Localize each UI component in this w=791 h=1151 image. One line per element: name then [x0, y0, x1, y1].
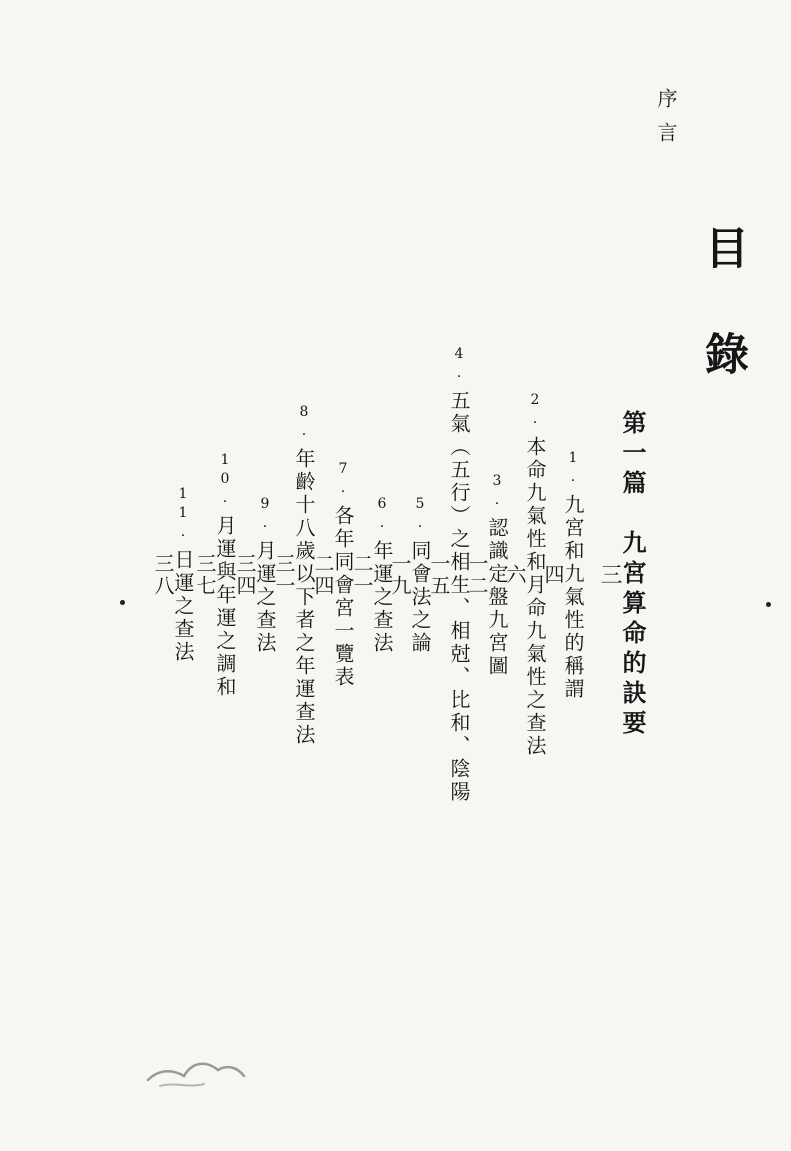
- entry-title: 五氣（五行）之相生、相尅、比和、陰陽: [447, 390, 471, 804]
- entry-label: [487, 473, 507, 678]
- entry-page-number: 一九: [388, 553, 412, 597]
- entry-number: 7.: [335, 461, 351, 499]
- entry-page-number: 一二: [465, 553, 489, 597]
- entry-number: 3.: [489, 472, 505, 511]
- entry-label: [563, 450, 583, 701]
- entry-number: 6.: [374, 495, 390, 534]
- entry-page-number: 三八: [151, 553, 175, 597]
- entry-label: [333, 461, 353, 689]
- entry-title: 年運之查法: [370, 539, 394, 655]
- entry-title: 九宮和九氣性的稱謂: [561, 493, 585, 701]
- ink-smudge: [140, 1040, 250, 1100]
- toc-entry: [390, 90, 430, 1060]
- toc-entry: [235, 90, 275, 1060]
- entry-title: 年齡十八歲以下者之年運查法: [292, 447, 316, 747]
- entry-page-number: 一五: [427, 553, 451, 597]
- toc-entry: [153, 90, 193, 1060]
- toc-entry: [352, 90, 392, 1060]
- chapter-page-number: 三: [597, 563, 622, 587]
- entry-label: [372, 496, 392, 655]
- chapter-title: 第一篇 九宮算命的訣要: [618, 410, 647, 740]
- entry-number: 11.: [175, 486, 191, 543]
- entry-page-number: 六: [503, 564, 527, 586]
- entry-title: 月運與年運之調和: [213, 514, 237, 699]
- page-title: 目錄: [697, 225, 748, 437]
- entry-number: 5.: [412, 495, 428, 534]
- entry-page-number: 三四: [233, 553, 257, 597]
- entry-page-number: 二四: [311, 553, 335, 597]
- entry-title: 本命九氣性和月命九氣性之查法: [523, 436, 547, 758]
- entry-label: [255, 496, 275, 655]
- entry-label: [410, 496, 430, 655]
- toc-entry: [467, 90, 507, 1060]
- entry-label: [215, 452, 235, 699]
- ink-speck: [120, 600, 125, 605]
- entry-number: 4.: [451, 346, 467, 384]
- toc-entry: [313, 90, 353, 1060]
- entry-label: [294, 404, 314, 747]
- entry-title: 認識定盤九宮圖: [485, 516, 509, 678]
- entry-label: [449, 346, 469, 804]
- entry-title: 日運之查法: [171, 549, 195, 664]
- toc-entry: [505, 90, 545, 1060]
- entry-number: 9.: [257, 495, 273, 534]
- entry-number: 10.: [217, 451, 233, 509]
- entry-page-number: 四: [541, 564, 565, 586]
- toc-entry: [195, 90, 235, 1060]
- entry-label: [173, 486, 193, 664]
- entry-number: 2.: [527, 392, 543, 430]
- entry-label: [525, 392, 545, 758]
- entry-page-number: 二一: [350, 553, 374, 597]
- entry-title: 各年同會宮一覽表: [331, 505, 355, 689]
- preface-entry: 序言: [654, 88, 678, 156]
- entry-title: 月運之查法: [253, 539, 277, 655]
- entry-page-number: 三七: [193, 553, 217, 597]
- entry-title: 同會法之論: [408, 539, 432, 655]
- toc-entry: [543, 90, 583, 1060]
- ink-speck: [766, 602, 771, 607]
- toc-entry: [274, 90, 314, 1060]
- chapter-entry: [597, 90, 647, 1060]
- entry-number: 1.: [565, 449, 581, 488]
- entry-page-number: 三一: [272, 553, 296, 597]
- toc-entry: [429, 90, 469, 1060]
- entry-number: 8.: [296, 403, 312, 442]
